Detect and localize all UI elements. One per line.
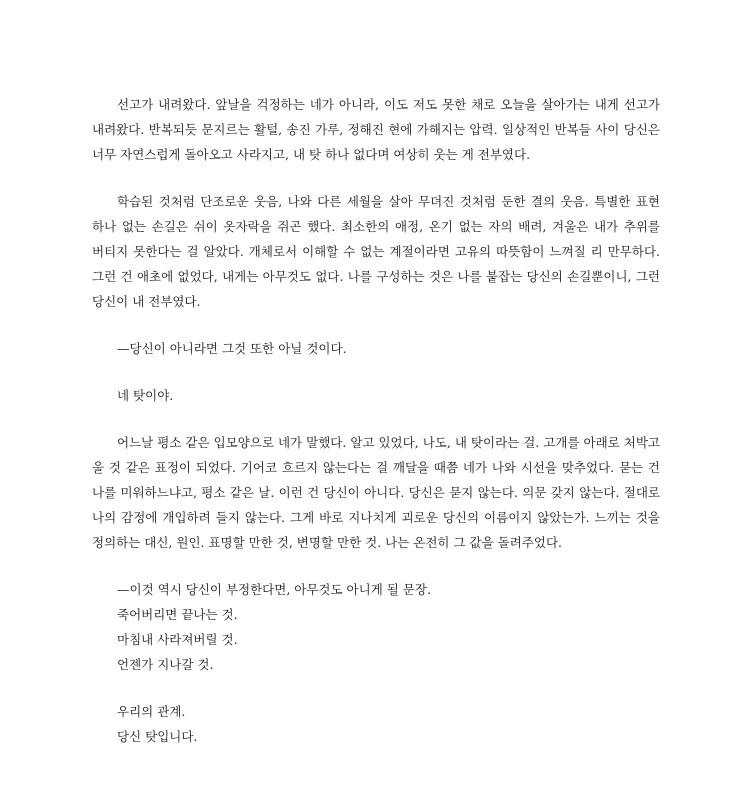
stanza-1-line-3: 마침내 사라져버릴 것. [117,632,238,647]
paragraph-1: 선고가 내려왔다. 앞날을 걱정하는 네가 아니라, 이도 저도 못한 채로 오늘을 살아가는 내게 선고가 내려왔다. 반복되듯 문지르는 활털, 송진 가루, 정해진 현에 가해지는 압력. 일상적인 반복들 사이 당신은 너무 자연스럽게 돌아오고 사라지고, 내 탓 하나 없다며 여상히 웃는 게 전부였다. [92,97,660,162]
paragraph-3: 어느날 평소 같은 입모양으로 네가 말했다. 알고 있었다, 나도, 내 탓이라는 걸. 고개를 아래로 처박고 울 것 같은 표정이 되었다. 기어코 흐르지 않는다는 걸 깨달을 때쯤 네가 나와 시선을 맞추었다. 묻는 건 나를 미워하느냐고, 평소 같은 날. 이런 건 당신이 아니다. 당신은 묻지 않는다. 의문 갖지 않는다. 절대로 나의 감정에 개입하려 들지 않는다. 그게 바로 지나치게 괴로운 당신의 이름이지 않았는가. 느끼는 것을 정의하는 대신, 원인. 표명할 만한 것, 변명할 만한 것. 나는 온전히 그 값을 돌려주었다. [92,435,660,550]
stanza-1 [92,577,660,677]
stanza-1-line-2: 죽어버리면 끝나는 것. [117,607,238,622]
paragraph-2: 학습된 것처럼 단조로운 웃음, 나와 다른 세월을 살아 무뎌진 것처럼 둔한 결의 웃음. 특별한 표현 하나 없는 손길은 쉬이 옷자락을 쥐곤 했다. 최소한의 애정, 온기 없는 자의 배려, 겨울은 내가 추위를 버티지 못한다는 걸 알았다. 개체로서 이해할 수 없는 계절이라면 고유의 따뜻함이 느껴질 리 만무하다. 그런 건 애초에 없었다, 내게는 아무것도 없다. 나를 구성하는 것은 나를 붙잡는 당신의 손길뿐이니, 그런 당신이 내 전부였다. [92,194,660,309]
stanza-1-line-4: 언젠가 지나갈 것. [117,657,214,672]
stanza-1-line-1: —이것 역시 당신이 부정한다면, 아무것도 아니게 될 문장. [117,582,431,597]
stanza-2-line-2: 당신 탓입니다. [117,729,198,744]
stanza-2 [92,699,660,749]
stanza-2-line-1: 우리의 관계. [117,704,186,719]
quote-2: 네 탓이야. [117,388,174,403]
document-body [92,92,660,771]
quote-1: —당신이 아니라면 그것 또한 아닐 것이다. [117,341,347,356]
